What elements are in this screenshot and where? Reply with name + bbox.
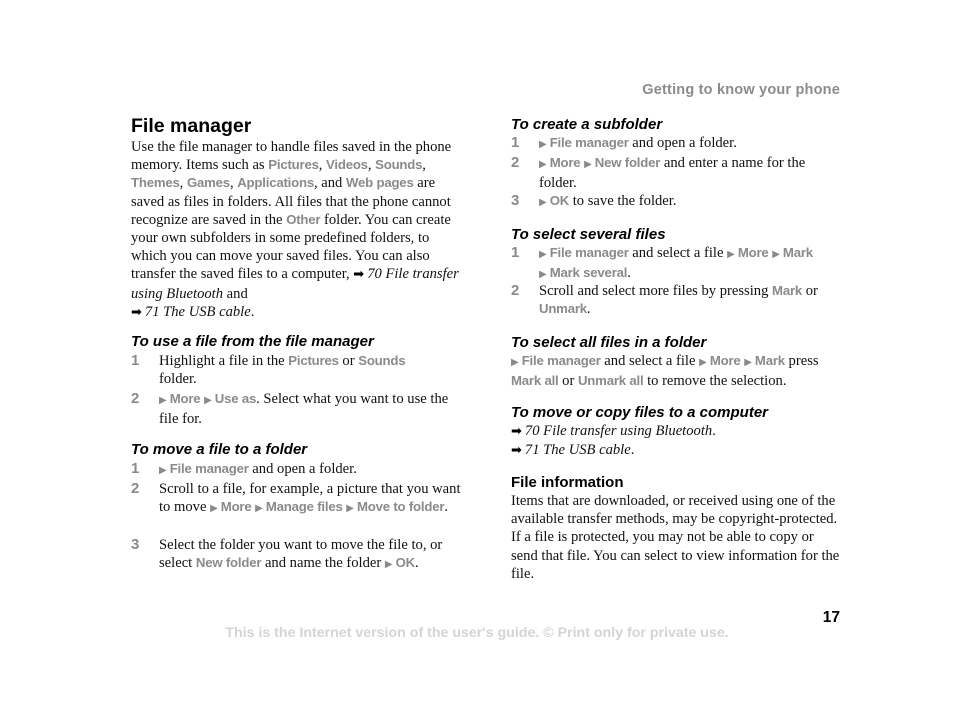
menu-arrow-icon: ▶ — [159, 395, 167, 406]
reference-arrow-icon: ➡ — [511, 443, 522, 459]
page-number: 17 — [822, 609, 840, 626]
text: or — [802, 283, 818, 299]
sep: and — [223, 285, 248, 302]
menu-arrow-icon: ▶ — [346, 503, 354, 515]
subheading: To select several files — [511, 226, 666, 243]
subheading: To use a file from the file manager — [131, 333, 374, 350]
ui-term: Pictures — [268, 157, 319, 173]
sep: . — [250, 303, 255, 320]
step-number: 1 — [131, 460, 140, 477]
step-number: 3 — [131, 536, 140, 553]
sep: , — [422, 157, 426, 174]
text: to remove the selection. — [643, 373, 787, 390]
ui-term: Web pages — [346, 175, 414, 191]
menu-arrow-icon: ▶ — [539, 139, 547, 150]
step-text — [539, 282, 841, 318]
text: folder. — [159, 371, 197, 388]
ui-term: OK — [549, 193, 570, 208]
text: and select a file — [628, 245, 728, 261]
ui-term: Sounds — [358, 353, 406, 368]
text: and open a folder. — [628, 135, 737, 151]
ui-term: Mark — [754, 353, 785, 368]
text: . — [444, 499, 448, 516]
text: and select a file — [600, 353, 700, 369]
text: . — [586, 301, 591, 318]
ui-term: Unmark — [539, 301, 587, 317]
ui-term: File manager — [169, 461, 249, 476]
cross-reference-link[interactable]: 71 The USB cable — [144, 303, 251, 320]
ui-term: OK — [395, 555, 415, 571]
reference-arrow-icon: ➡ — [511, 424, 522, 439]
menu-arrow-icon: ▶ — [539, 249, 547, 260]
ui-term: More — [737, 245, 769, 260]
step-text — [539, 192, 839, 212]
text: to save the folder. — [569, 193, 677, 209]
menu-arrow-icon: ▶ — [584, 159, 592, 170]
step-text — [159, 480, 461, 518]
step-text — [159, 352, 459, 388]
text: and name the folder — [261, 555, 385, 572]
text: Highlight a file in the — [159, 353, 289, 369]
ui-term: Videos — [326, 157, 368, 173]
sep: , and — [313, 175, 346, 192]
menu-arrow-icon: ▶ — [255, 503, 263, 515]
intro-paragraph — [131, 138, 461, 322]
ui-term: Mark all — [511, 373, 559, 389]
ui-term: Sounds — [375, 157, 423, 173]
reference-list — [511, 422, 843, 460]
ui-term: Manage files — [265, 499, 343, 515]
text: and open a folder. — [248, 461, 357, 477]
intro-text: folder. You can create your own subfolders in some predefined folders, to which you can move your saved files. You can also transfer the saved files to a computer, — [131, 211, 451, 283]
menu-arrow-icon: ▶ — [772, 249, 780, 260]
menu-arrow-icon: ▶ — [539, 159, 547, 170]
sep: , — [229, 175, 238, 192]
subheading: To select all files in a folder — [511, 334, 707, 351]
ui-term: Mark — [782, 245, 813, 260]
ui-term: File manager — [549, 245, 629, 260]
step-number: 3 — [511, 192, 520, 209]
ui-term: Applications — [237, 175, 314, 191]
ui-term: Themes — [131, 175, 180, 191]
ui-term: Pictures — [288, 353, 339, 368]
step-number: 2 — [511, 154, 520, 171]
ui-term: Games — [186, 175, 230, 191]
menu-arrow-icon: ▶ — [539, 269, 547, 281]
subheading: To create a subfolder — [511, 116, 663, 133]
step-number: 2 — [131, 480, 140, 497]
text: . — [627, 265, 631, 282]
ui-term: More — [220, 499, 252, 515]
ui-term: Unmark all — [577, 373, 644, 389]
info-paragraph: Items that are downloaded, or received using one of the available transfer methods, may be copyright-protected. If a file is protected, you may not be able to copy or send that file. You can select to view information for the file. — [511, 493, 840, 582]
instruction-paragraph — [511, 352, 843, 390]
reference-arrow-icon: ➡ — [353, 267, 365, 283]
text: press — [784, 353, 819, 369]
menu-arrow-icon: ▶ — [210, 503, 218, 515]
step-text — [539, 154, 841, 192]
text: . Select what you want to use the file for. — [159, 391, 449, 428]
menu-arrow-icon: ▶ — [159, 465, 167, 476]
text: Scroll to a file, for example, a picture that you want to move — [159, 481, 461, 516]
step-number: 2 — [131, 390, 140, 407]
text: Select the folder you want to move the file to, or select — [159, 537, 443, 572]
ui-term: More — [169, 391, 201, 406]
text: . — [712, 423, 716, 439]
menu-arrow-icon: ▶ — [539, 197, 547, 208]
step-text — [159, 390, 449, 428]
sep: , — [179, 175, 187, 192]
text: and enter a name for the folder. — [539, 155, 806, 192]
ui-term: New folder — [195, 555, 262, 571]
cross-reference-link[interactable]: 70 File transfer using Bluetooth — [524, 423, 713, 439]
sep: , — [367, 157, 376, 174]
text: or — [338, 353, 359, 369]
cross-reference-link[interactable]: 71 The USB cable — [524, 442, 631, 459]
text: . — [630, 442, 635, 459]
step-number: 2 — [511, 282, 520, 299]
menu-arrow-icon: ▶ — [727, 249, 735, 260]
ui-term: More — [709, 353, 741, 368]
ui-term: Use as — [214, 391, 257, 406]
step-text — [159, 536, 461, 574]
ui-term: Other — [286, 211, 321, 227]
footer-notice: This is the Internet version of the user's guide. © Print only for private use. — [225, 625, 729, 641]
menu-arrow-icon: ▶ — [699, 357, 707, 368]
ui-term: Move to folder — [356, 499, 445, 515]
ui-term: New folder — [594, 155, 661, 170]
intro-text: Use the file manager to handle files saved in the phone memory. Items such as — [131, 139, 452, 174]
menu-arrow-icon: ▶ — [384, 559, 393, 571]
cross-reference-link[interactable]: 70 File transfer using Bluetooth — [131, 266, 459, 302]
sep: , — [318, 157, 327, 174]
menu-arrow-icon: ▶ — [204, 395, 212, 406]
step-text — [539, 244, 841, 284]
step-number: 1 — [511, 134, 520, 151]
page-title: File manager — [131, 115, 252, 137]
text: . — [414, 555, 419, 572]
ui-term: File manager — [521, 353, 601, 368]
step-text — [539, 134, 839, 154]
ui-term: More — [549, 155, 581, 170]
text: Scroll and select more files by pressing — [539, 283, 773, 299]
ui-term: File manager — [549, 135, 629, 150]
reference-arrow-icon: ➡ — [131, 304, 142, 320]
step-number: 1 — [511, 244, 520, 261]
section-header: Getting to know your phone — [642, 82, 840, 98]
step-text — [159, 460, 459, 480]
menu-arrow-icon: ▶ — [511, 357, 519, 368]
subheading: File information — [511, 474, 624, 491]
intro-text: are saved as files in folders. All files that the phone cannot recognize are saved in the — [131, 175, 451, 228]
ui-term: Mark several — [549, 265, 628, 281]
text: or — [558, 373, 578, 390]
step-number: 1 — [131, 352, 140, 369]
subheading: To move or copy files to a computer — [511, 404, 768, 421]
menu-arrow-icon: ▶ — [744, 357, 752, 368]
ui-term: Mark — [772, 283, 803, 298]
subheading: To move a file to a folder — [131, 441, 308, 458]
